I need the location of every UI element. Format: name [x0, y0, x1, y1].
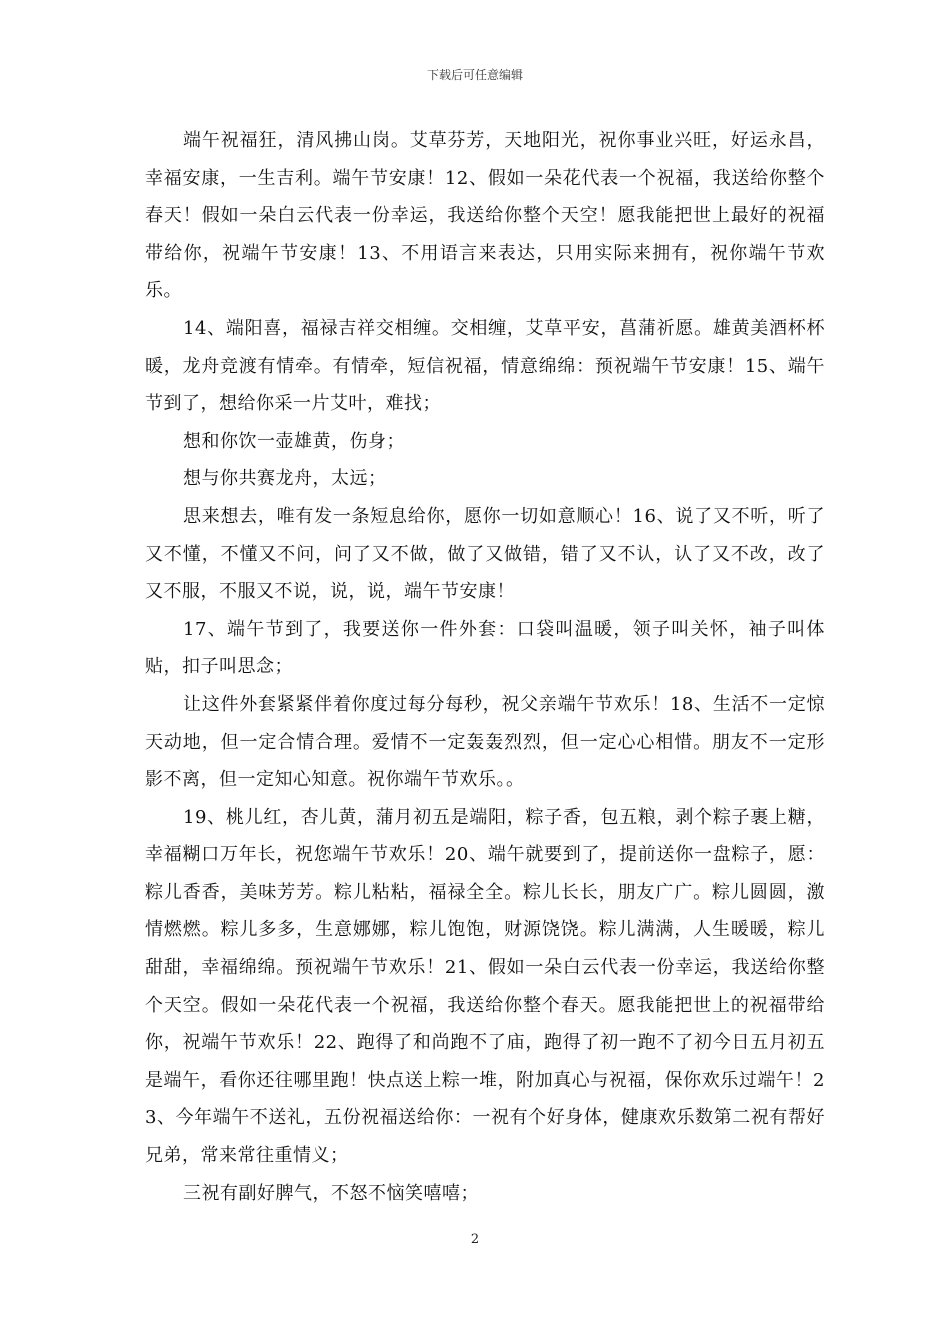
paragraph: 端午祝福狂，清风拂山岗。艾草芬芳，天地阳光，祝你事业兴旺，好运永昌，幸福安康，一生吉利。端午节安康！12、假如一朵花代表一个祝福，我送给你整个春天！假如一朵白云代表一份幸运，我送给你整个天空！愿我能把世上最好的祝福带给你，祝端午节安康！13、不用语言来表达，只用实际来拥有，祝你端午节欢乐。	[145, 130, 825, 302]
paragraph: 想和你饮一壶雄黄，伤身；	[183, 430, 405, 452]
paragraph: 14、端阳喜，福禄吉祥交相缠。交相缠，艾草平安，菖蒲祈愿。雄黄美酒杯杯暖，龙舟竞渡有情牵。有情牵，短信祝福，情意绵绵：预祝端午节安康！15、端午节到了，想给你采一片艾叶，难找；	[145, 317, 825, 415]
paragraph: 让这件外套紧紧伴着你度过每分每秒，祝父亲端午节欢乐！18、生活不一定惊天动地，但一定合情合理。爱情不一定轰轰烈烈，但一定心心相惜。朋友不一定形影不离，但一定知心知意。祝你端午节欢乐。。	[145, 693, 825, 791]
paragraph: 17、端午节到了，我要送你一件外套：口袋叫温暖，领子叫关怀，袖子叫体贴，扣子叫思念；	[145, 618, 825, 678]
paragraph: 思来想去，唯有发一条短息给你，愿你一切如意顺心！16、说了又不听，听了又不懂，不懂又不问，问了又不做，做了又做错，错了又不认，认了又不改，改了又不服，不服又不说，说，说，端午节安康！	[145, 505, 825, 603]
paragraph: 想与你共赛龙舟，太远；	[183, 468, 387, 490]
paragraph: 三祝有副好脾气，不怒不恼笑嘻嘻；	[183, 1182, 479, 1204]
page-header: 下载后可任意编辑	[426, 68, 523, 82]
paragraph: 19、桃儿红，杏儿黄，蒲月初五是端阳，粽子香，包五粮，剥个粽子裹上糖，幸福糊口万年长，祝您端午节欢乐！20、端午就要到了，提前送你一盘粽子，愿：粽儿香香，美味芳芳。粽儿粘粘，福禄全全。粽儿长长，朋友广广。粽儿圆圆，激情燃燃。粽儿多多，生意娜娜，粽儿饱饱，财源饶饶。粽儿满满，人生暖暖，粽儿甜甜，幸福绵绵。预祝端午节欢乐！21、假如一朵白云代表一份幸运，我送给你整个天空。假如一朵花代表一个祝福，我送给你整个春天。愿我能把世上的祝福带给你，祝端午节欢乐！22、跑得了和尚跑不了庙，跑得了初一跑不了初今日五月初五是端午，看你还往哪里跑！快点送上粽一堆，附加真心与祝福，保你欢乐过端午！23、今年端午不送礼，五份祝福送给你：一祝有个好身体，健康欢乐数第二祝有帮好兄弟，常来常往重情义；	[145, 806, 825, 1167]
page-number: 2	[470, 1232, 480, 1247]
body-text	[145, 122, 825, 1212]
